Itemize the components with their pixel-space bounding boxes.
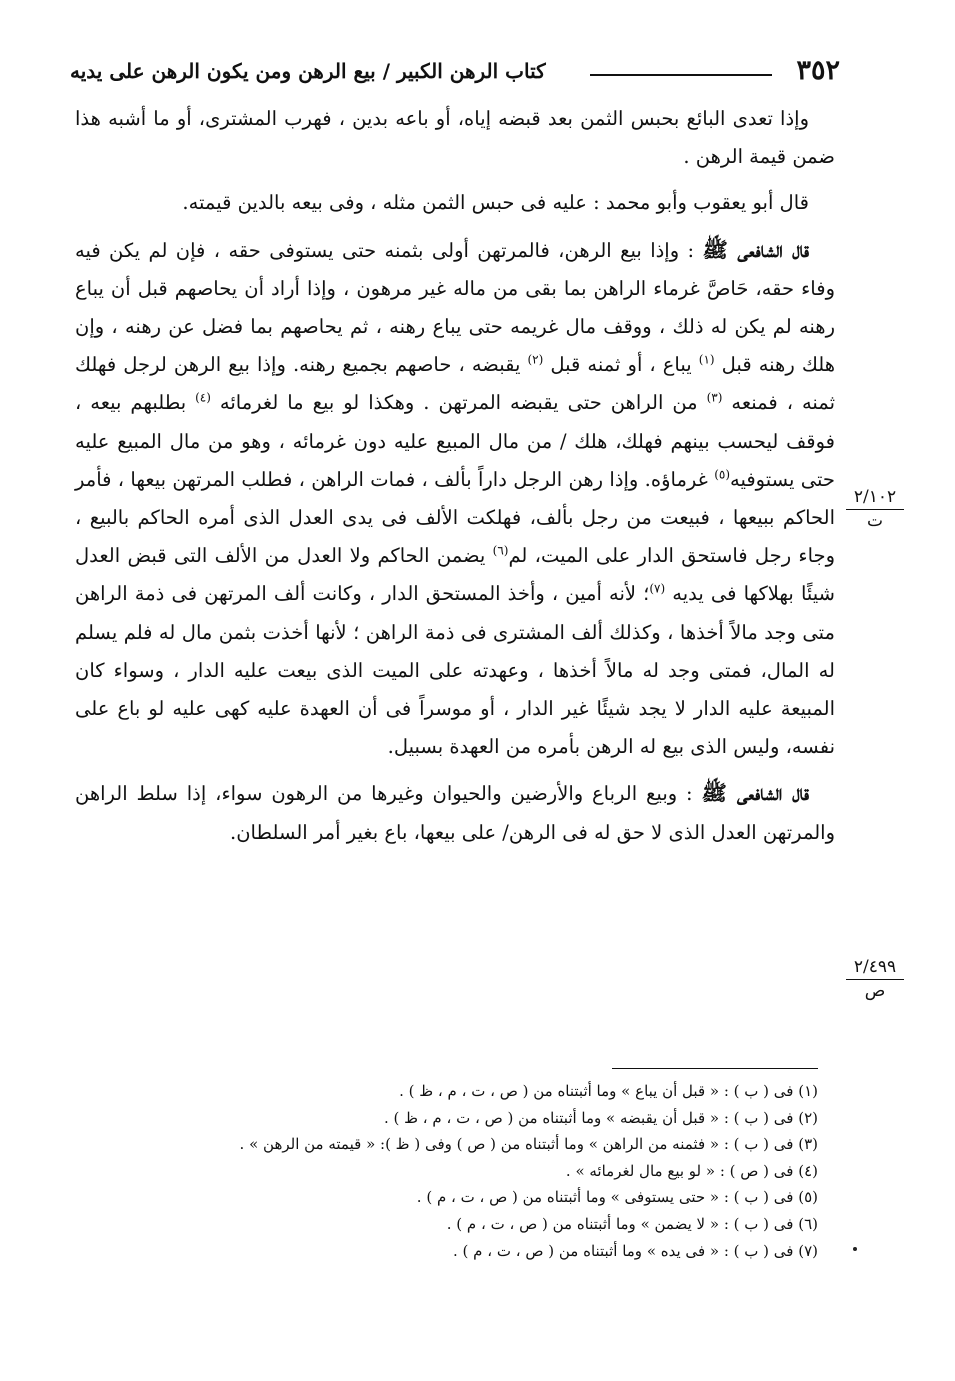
footnote-ref[interactable]: (٧) <box>649 581 666 596</box>
footnote: (٤) فى ( ص ) : « لو بيع مال لغرمائه » . <box>565 1161 818 1180</box>
running-title: كتاب الرهن الكبير / بيع الرهن ومن يكون الرهن على يديه <box>70 59 546 83</box>
paragraph-text: يقبضه ، حاصهم بجميع رهنه. وإذا بيع الرهن لرجل فهلك ثمنه ، فمنعه <box>75 353 835 415</box>
paragraph-text: : وبيع الرباع والأرضين والحيوان وغيرها من الرهون سواء، إذا سلط الراهن والمرتهن العدل الذى لا حق له فى الرهن/ على بيعها، باع بغير أمر السلطان. <box>75 782 835 844</box>
footnotes <box>218 1078 818 1264</box>
margin-note-letter: ت <box>866 511 883 531</box>
margin-note-value: ٢/٤٩٩ <box>846 956 904 980</box>
footnote-ref[interactable]: (٢) <box>527 352 544 367</box>
speaker-label: قال الشافعى ﷺ <box>702 236 809 262</box>
paragraph-text: يضمن الحاكم ولا العدل من الألف التى قبض العدل شيئًا بهلاكها فى يديه <box>75 544 835 606</box>
footnote: (٧) فى ( ب ) : « فى يده » وما أثبتناه من ( ص ، ت ، م ) . <box>453 1241 818 1260</box>
main-text <box>75 100 835 860</box>
margin-note <box>846 486 904 532</box>
footnote-ref[interactable]: (٥) <box>714 467 731 482</box>
paragraph <box>75 774 835 851</box>
margin-note-value: ٢/١٠٢ <box>846 486 904 510</box>
footnote-ref[interactable]: (١) <box>698 352 715 367</box>
footnote: (٦) فى ( ب ) : « لا يضمن » وما أثبتناه من ( ص ، ت ، م ) . <box>446 1214 818 1233</box>
page-number: ٣٥٢ <box>796 55 840 86</box>
footnote-ref[interactable]: (٣) <box>706 390 723 405</box>
footnote-ref[interactable]: (٤) <box>195 390 211 405</box>
footnote: (٥) فى ( ب ) : « حتى يستوفى » وما أثبتناه من ( ص ، ت ، م ) . <box>416 1188 818 1207</box>
margin-note-letter: ص <box>864 981 886 1001</box>
footnote: (٢) فى ( ب ) : « قبل أن يقبضه » وما أثبتناه من ( ص ، ت ، م ، ظ ) . <box>384 1108 818 1127</box>
paragraph-text: من الراهن حتى يقبضه المرتهن . وهكذا لو بيع ما لغرمائه <box>210 391 707 415</box>
paragraph-text: : وإذا بيع الرهن، فالمرتهن أولى بثمنه حتى يستوفى حقه ، فإن لم يكن فيه وفاء حقه، حَاصَّ غرماء الراهن بما بقى من ماله غير مرهون ، وإذا أراد أن يحاصهم قبل أن يباع رهنه لم يكن له ذلك ، ووقف مال غريمه حتى يباع رهنه ، ثم يحاصهم بما فضل عن رهنه ، وإن هلك رهنه قبل <box>75 238 835 377</box>
paragraph-text: ؛ لأنه أمين ، وأخذ المستحق الدار ، وكانت ألف المرتهن فى ذمة الراهن متى وجد مالاً أخذها ، وكذلك ألف المشترى فى ذمة الراهن ؛ لأنها أخذت بثمن مال له فلم يسلم له المال، فمتى وجد له مالاً أخذها ، وعهدته على الميت الذى بيعت عليه الدار ، وسواء كان المبيعة عليه الدار لا يجد شيئًا غير الدار ، أو موسراً فى أن العهدة عليه كهى عليه لو باع على نفسه، وليس الذى بيع له الرهن بأمره من العهدة بسبيل. <box>75 582 835 759</box>
paragraph-text: يباع ، أو ثمنه قبل <box>543 353 699 377</box>
paragraph <box>75 100 835 176</box>
paragraph <box>75 184 835 222</box>
scan-speck <box>853 1247 857 1251</box>
paragraph-text: بطلبهم بيعه ، فوقف ليحسب بينهم فهلك، هلك / من مال المبيع عليه دون غرمائه ، وهو من مال المبيع عليه حتى يستوفيه <box>75 391 835 491</box>
header-rule <box>590 74 772 76</box>
paragraph-text: وإذا تعدى البائع بحبس الثمن بعد قبضه إياه، أو باعه بدين ، فهرب المشترى، أو ما أشبه هذا ضمن قيمة الرهن . <box>75 107 835 169</box>
footnote: (١) فى ( ب ) : « قبل أن يباع » وما أثبتناه من ( ص ، ت ، م ، ظ ) . <box>399 1082 818 1100</box>
paragraph-text: غرماؤه. وإذا رهن الرجل داراً بألف ، فمات الراهن ، فطلب المرتهن بيعها ، فأمر الحاكم ببيعها ، فبيعت من رجل بألف، فهلكت الألف فى يدى العدل الذى أمره الحاكم بالبيع ، وجاء رجل فاستحق الدار على الميت، لم <box>75 467 835 568</box>
paragraph-text: قال أبو يعقوب وأبو محمد : عليه فى حبس الثمن مثله ، وفى بيعه بالدين قيمته. <box>182 191 809 215</box>
running-header <box>70 52 840 92</box>
margin-note <box>846 956 904 1002</box>
footnote-ref[interactable]: (٦) <box>492 543 509 558</box>
paragraph <box>75 231 835 767</box>
footnote: (٣) فى ( ب ) : « فثمنه من الراهن » وما أثبتناه من ( ص ) وفى ( ظ ): « قيمته من الرهن » . <box>239 1135 818 1154</box>
footnote-rule <box>612 1068 818 1069</box>
speaker-label: قال الشافعى ﷺ <box>701 780 809 806</box>
